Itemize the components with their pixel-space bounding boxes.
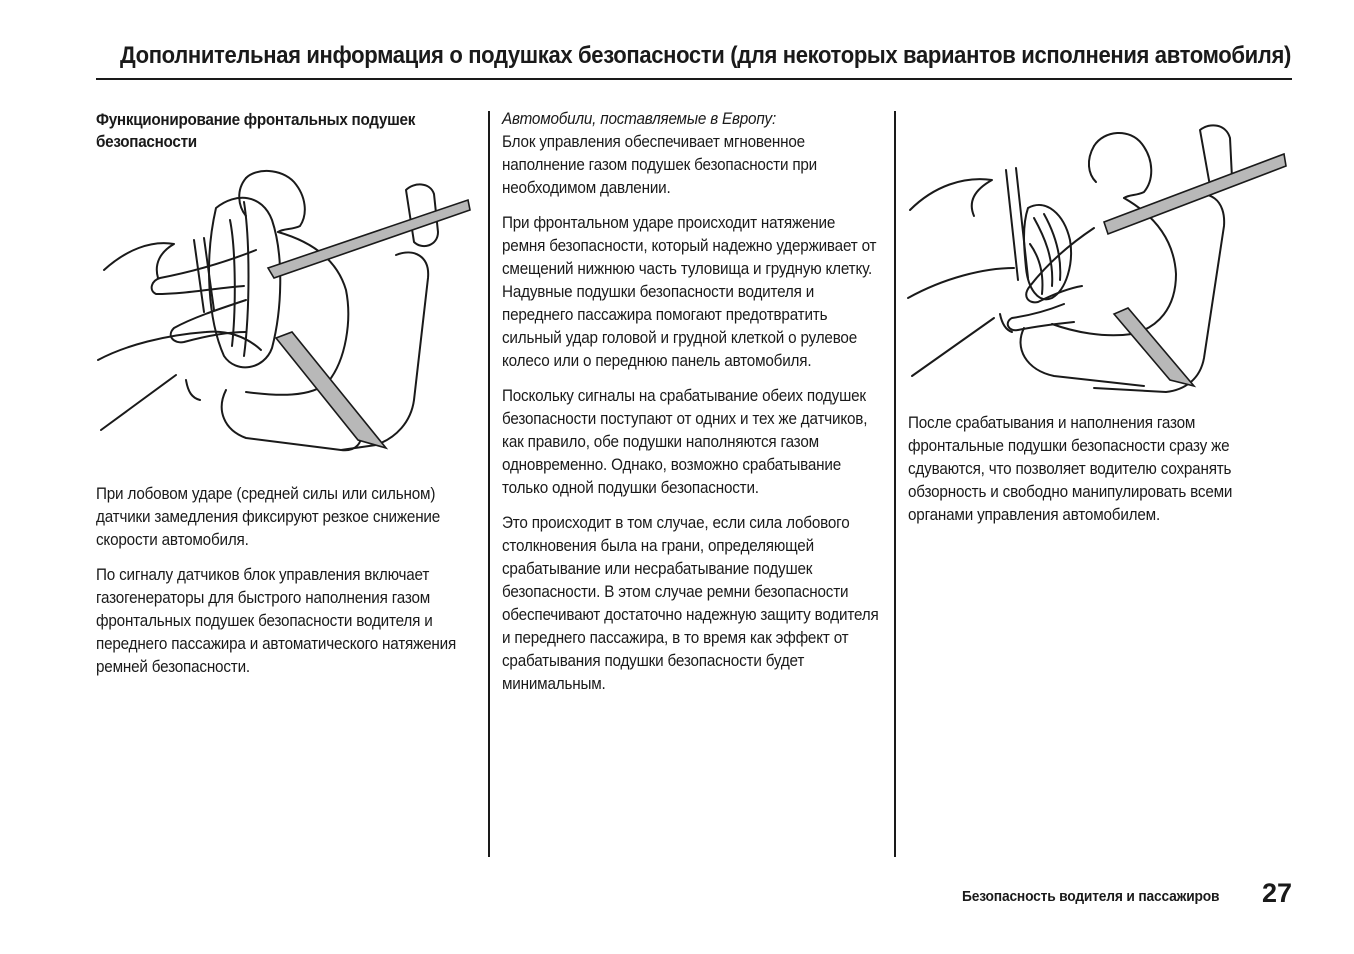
page-number: 27 xyxy=(1262,878,1293,908)
section-heading: Функционирование фронтальных подушек безопасности xyxy=(96,111,416,151)
paragraph: По сигналу датчиков блок управления включает газогенераторы для быстрого наполнения газом фронтальных подушек безопасности водителя и переднего пассажира и автоматического натяжения ремней безопасности. xyxy=(96,566,457,676)
driver-airbag-illustration xyxy=(96,160,476,465)
airbag-deflated-illustration xyxy=(904,118,1289,400)
paragraph: Это происходит в том случае, если сила лобового столкновения была на грани, определяющей срабатывание или несрабатывание подушек безопасности. В этом случае ремни безопасности обеспечивают достаточно надежную защиту водителя и переднего пассажира, в то время как эффект от срабатывания подушки безопасности будет минимальным. xyxy=(502,514,879,693)
footer-section-title: Безопасность водителя и пассажиров xyxy=(962,888,1220,905)
paragraph: Блок управления обеспечивает мгновенное наполнение газом подушек безопасности при необходимом давлении. xyxy=(502,133,818,197)
europe-label: Автомобили, поставляемые в Европу: xyxy=(502,110,777,128)
title-rule xyxy=(96,78,1292,80)
paragraph: При фронтальном ударе происходит натяжение ремня безопасности, который надежно удерживает от смещений нижнюю часть туловища и грудную клетку. Надувные подушки безопасности водителя и переднего пассажира помогают предотвратить сильный удар головой и грудной клеткой о рулевое колесо или о переднюю панель автомобиля. xyxy=(502,214,877,370)
column2-body xyxy=(502,108,879,708)
page-title: Дополнительная информация о подушках безопасности (для некоторых вариантов исполнения автомобиля) xyxy=(120,42,1291,69)
paragraph: Поскольку сигналы на срабатывание обеих подушек безопасности поступают от одних и тех же датчиков, как правило, обе подушки наполняются газом одновременно. Однако, возможно срабатывание только одной подушки безопасности. xyxy=(502,387,868,497)
paragraph: При лобовом ударе (средней силы или сильном) датчики замедления фиксируют резкое снижение скорости автомобиля. xyxy=(96,485,441,549)
paragraph: После срабатывания и наполнения газом фронтальные подушки безопасности сразу же сдуваются, что позволяет водителю сохранять обзорность и свободно манипулировать всеми органами управления автомобилем. xyxy=(908,414,1233,524)
column-divider-right xyxy=(894,111,896,857)
column-divider-left xyxy=(488,111,490,857)
column3-body xyxy=(908,412,1285,539)
column1-body xyxy=(96,483,463,691)
